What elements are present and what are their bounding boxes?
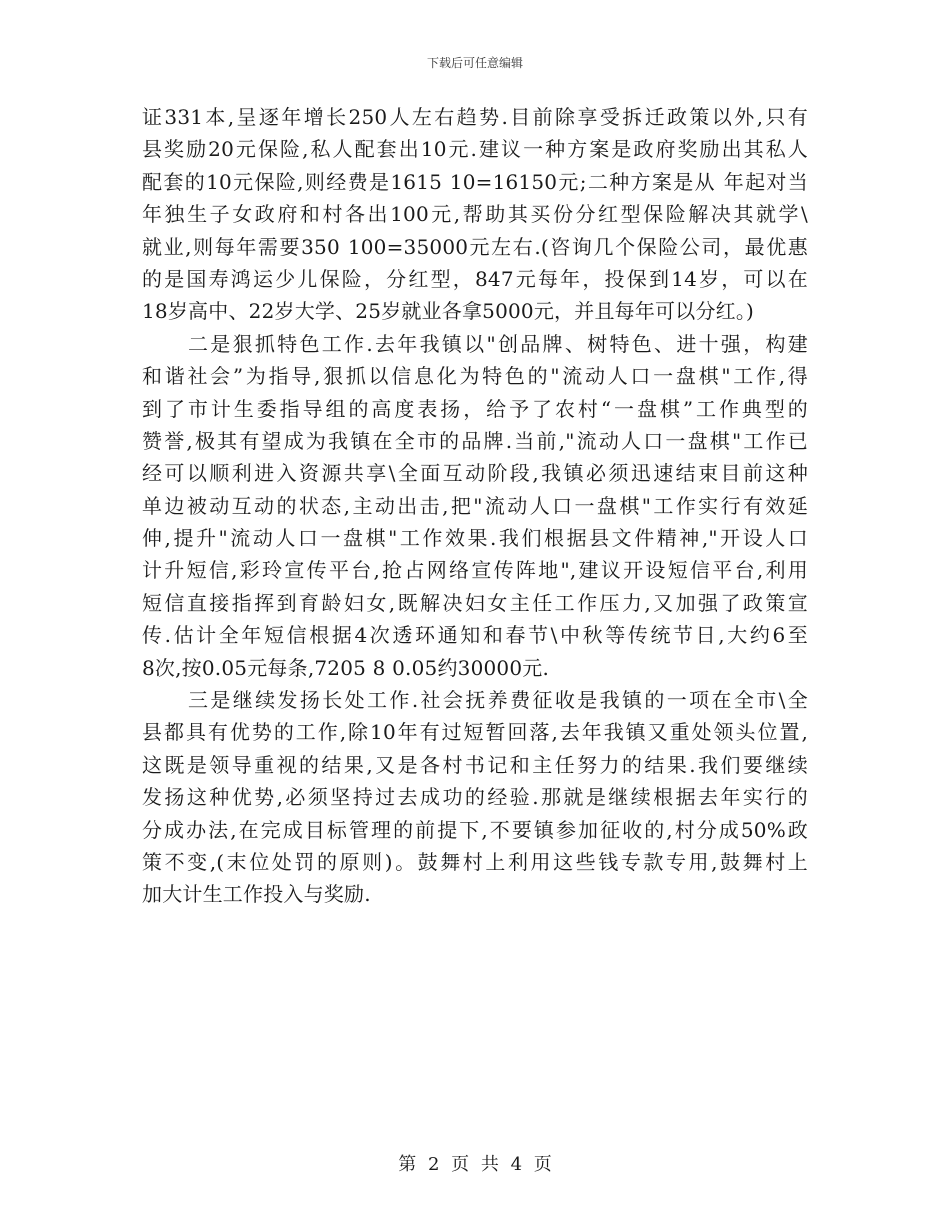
page-header: 下载后可任意编辑 [426, 56, 523, 70]
text-line: 策不变,(末位处罚的原则)。鼓舞村上利用这些钱专款专用,鼓舞村上 [142, 849, 808, 874]
body-text [142, 101, 808, 911]
text-line: 二是狠抓特色工作.去年我镇以"创品牌、树特色、进十强，构建 [188, 331, 808, 356]
text-line: 加大计生工作投入与奖励. [142, 882, 371, 907]
text-line: 短信直接指挥到育龄妇女,既解决妇女主任工作压力,又加强了政策宣 [142, 590, 808, 615]
text-line: 三是继续发扬长处工作.社会抚养费征收是我镇的一项在全市\全 [188, 688, 808, 713]
text-line: 配套的10元保险,则经费是1615 10=16150元;二种方案是从 年起对当 [142, 169, 808, 194]
text-line: 传.估计全年短信根据4次透环通知和春节\中秋等传统节日,大约6至 [142, 623, 808, 648]
text-line: 这既是领导重视的结果,又是各村书记和主任努力的结果.我们要继续 [142, 752, 808, 777]
text-line: 年独生子女政府和村各出100元,帮助其买份分红型保险解决其就学\ [142, 202, 808, 227]
text-line: 赞誉,极其有望成为我镇在全市的品牌.当前,"流动人口一盘棋"工作已 [142, 428, 808, 453]
text-line: 分成办法,在完成目标管理的前提下,不要镇参加征收的,村分成50%政 [142, 817, 808, 842]
text-line: 发扬这种优势,必须坚持过去成功的经验.那就是继续根据去年实行的 [142, 785, 808, 810]
text-line: 和谐社会”为指导,狠抓以信息化为特色的"流动人口一盘棋"工作,得 [142, 364, 808, 389]
text-line: 到了市计生委指导组的高度表扬，给予了农村“一盘棋”工作典型的 [142, 396, 808, 421]
text-line: 的是国寿鸿运少儿保险，分红型，847元每年，投保到14岁，可以在 [142, 266, 808, 291]
text-line: 18岁高中、22岁大学、25岁就业各拿5000元，并且每年可以分红。) [142, 299, 755, 324]
text-line: 单边被动互动的状态,主动出击,把"流动人口一盘棋"工作实行有效延 [142, 493, 808, 518]
page-footer: 第 2 页 共 4 页 [398, 1154, 552, 1175]
text-line: 伸,提升"流动人口一盘棋"工作效果.我们根据县文件精神,"开设人口 [142, 526, 808, 551]
text-line: 经可以顺利进入资源共享\全面互动阶段,我镇必须迅速结束目前这种 [142, 461, 808, 486]
text-line: 县都具有优势的工作,除10年有过短暂回落,去年我镇又重处领头位置, [142, 720, 808, 745]
text-line: 8次,按0.05元每条,7205 8 0.05约30000元. [142, 655, 550, 680]
text-line: 证331本,呈逐年增长250人左右趋势.目前除享受拆迁政策以外,只有 [142, 105, 808, 129]
text-line: 计升短信,彩玲宣传平台,抢占网络宣传阵地",建议开设短信平台,利用 [142, 558, 808, 583]
text-line: 县奖励20元保险,私人配套出10元.建议一种方案是政府奖励出其私人 [142, 137, 808, 162]
text-line: 就业,则每年需要350 100=35000元左右.(咨询几个保险公司，最优惠 [142, 234, 808, 259]
